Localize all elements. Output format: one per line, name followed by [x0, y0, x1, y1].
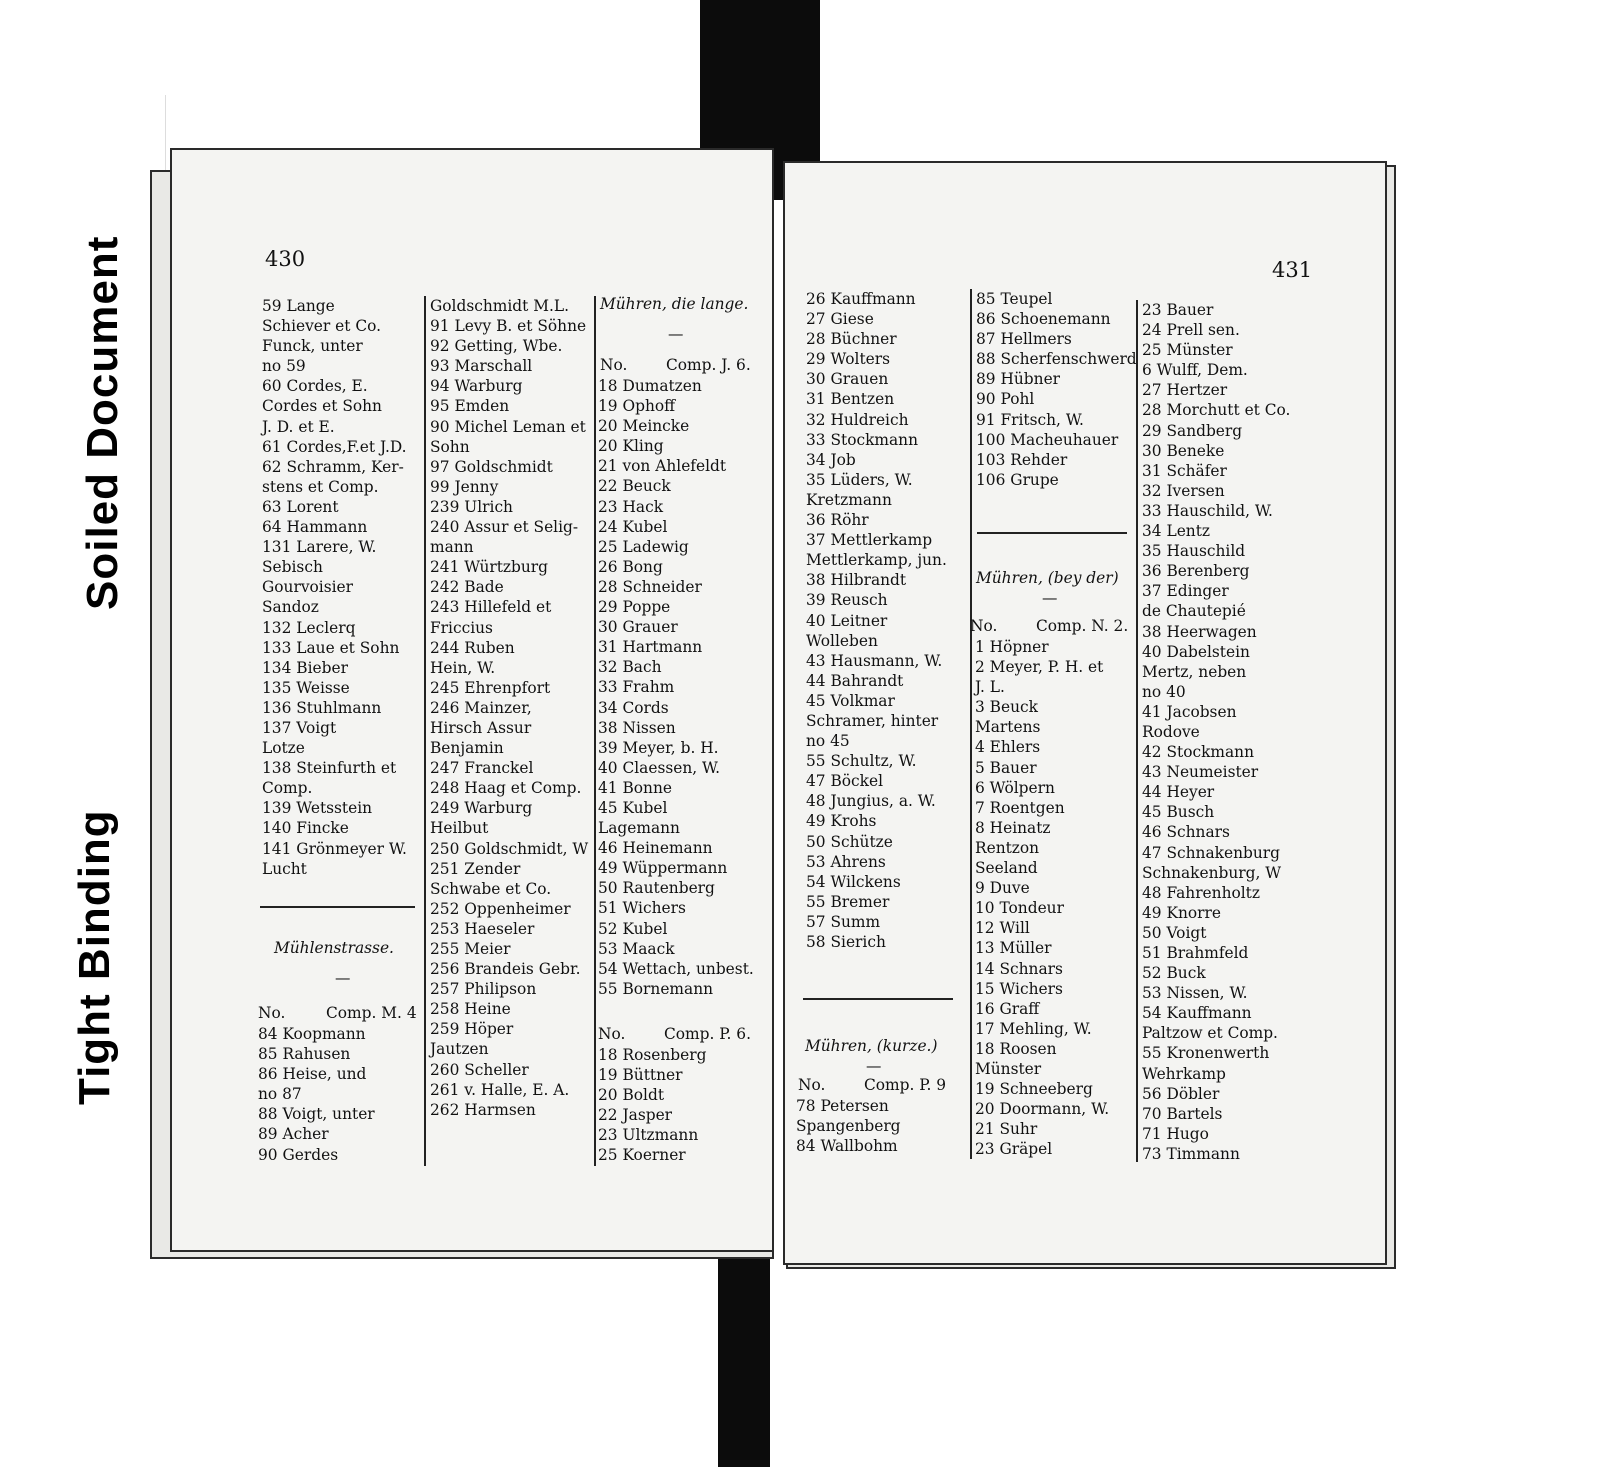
list-item: 43 Neumeister — [1142, 763, 1259, 782]
list-item: 49 Knorre — [1142, 903, 1221, 922]
list-item: 7 Roentgen — [975, 798, 1065, 817]
list-item: 54 Wettach, unbest. — [598, 959, 754, 978]
list-item: 63 Lorent — [262, 497, 339, 516]
list-item: 45 Busch — [1142, 803, 1215, 822]
list-item: Rentzon — [975, 838, 1040, 857]
list-item: 29 Poppe — [598, 598, 671, 617]
list-item: 39 Reusch — [806, 591, 888, 610]
muhlenstrasse-list — [258, 1024, 375, 1165]
list-item: 35 Hauschild — [1142, 542, 1246, 561]
muhren-lange-no-label: No. — [600, 356, 628, 374]
list-item: 258 Heine — [430, 1000, 511, 1019]
list-item: Goldschmidt M.L. — [430, 297, 569, 315]
list-item: no 40 — [1142, 682, 1186, 701]
list-item: 138 Steinfurth et — [262, 759, 397, 778]
list-item: J. D. et E. — [262, 417, 335, 436]
list-item: Hein, W. — [430, 658, 496, 677]
list-item: 61 Cordes,F.et J.D. — [262, 437, 407, 456]
list-item: 53 Maack — [598, 939, 675, 958]
list-item: 132 Leclerq — [262, 618, 356, 637]
list-item: 28 Schneider — [598, 577, 702, 596]
list-item: Schiever et Co. — [262, 317, 382, 336]
list-item: 134 Bieber — [262, 658, 348, 677]
list-item: 60 Cordes, E. — [262, 377, 368, 396]
list-item: 62 Schramm, Ker- — [262, 457, 404, 476]
muhren-kurze-dash: — — [866, 1057, 882, 1075]
list-item: 90 Pohl — [976, 390, 1035, 409]
right-column-2 — [976, 289, 1137, 490]
list-item: 30 Beneke — [1142, 441, 1225, 460]
soiled-document-stamp: Soiled Document — [78, 235, 127, 610]
list-item: 245 Ehrenpfort — [430, 678, 551, 697]
list-item: 21 von Ahlefeldt — [598, 457, 727, 476]
list-item: 53 Nissen, W. — [1142, 984, 1248, 1003]
right-divider-2 — [1136, 300, 1138, 1162]
muhren-kurze-list — [796, 1096, 901, 1156]
list-item: Kretzmann — [806, 490, 892, 509]
list-item: 21 Suhr — [975, 1120, 1038, 1139]
list-item: stens et Comp. — [262, 477, 379, 496]
list-item: Wehrkamp — [1142, 1064, 1226, 1083]
list-item: 255 Meier — [430, 940, 511, 958]
list-item: 37 Mettlerkamp — [806, 531, 933, 550]
list-item: 26 Kauffmann — [806, 290, 916, 308]
list-item: Lotze — [262, 739, 305, 758]
list-item: no 87 — [258, 1085, 302, 1104]
list-item: 50 Schütze — [806, 832, 893, 851]
left-column-2 — [430, 296, 588, 1120]
list-item: 6 Wölpern — [975, 778, 1055, 797]
muhren-lange-dash: — — [668, 325, 684, 343]
list-item: 52 Kubel — [598, 919, 668, 938]
list-item: 55 Bornemann — [598, 979, 714, 998]
list-item: 41 Bonne — [598, 778, 672, 797]
list-item: 20 Boldt — [598, 1086, 665, 1105]
list-item: 52 Buck — [1142, 964, 1206, 983]
list-item: 24 Prell sen. — [1142, 321, 1240, 340]
muhren-lange-list — [598, 376, 754, 999]
list-item: 40 Dabelstein — [1142, 642, 1250, 661]
list-item: 18 Roosen — [975, 1039, 1057, 1058]
list-item: 28 Büchner — [806, 330, 897, 349]
list-item: 57 Summ — [806, 912, 881, 931]
list-item: Benjamin — [430, 739, 504, 758]
list-item: 32 Huldreich — [806, 410, 909, 429]
list-item: 14 Schnars — [975, 959, 1063, 978]
list-item: 23 Bauer — [1142, 301, 1214, 319]
list-item: 22 Beuck — [598, 477, 671, 496]
list-item: 28 Morchutt et Co. — [1142, 401, 1291, 420]
list-item: 135 Weisse — [262, 678, 350, 697]
muhlenstrasse-no-label: No. — [258, 1004, 286, 1022]
list-item: 249 Warburg — [430, 799, 533, 818]
list-item: 103 Rehder — [976, 450, 1068, 469]
muhren-lange-list-2 — [598, 1045, 706, 1166]
list-item: 86 Schoenemann — [976, 310, 1111, 329]
list-item: 247 Franckel — [430, 759, 534, 778]
list-item: 30 Grauen — [806, 370, 889, 389]
muhlenstrasse-heading: Mühlenstrasse. — [274, 939, 394, 957]
list-item: 49 Wüppermann — [598, 859, 728, 878]
list-item: de Chautepié — [1142, 602, 1246, 621]
list-item: Schramer, hinter — [806, 711, 939, 730]
list-item: 44 Bahrandt — [806, 671, 904, 690]
list-item: J. L. — [975, 678, 1005, 697]
list-item: 10 Tondeur — [975, 899, 1064, 918]
list-item: 18 Rosenberg — [598, 1046, 707, 1064]
list-item: Sandoz — [262, 598, 319, 617]
list-item: 16 Graff — [975, 999, 1040, 1018]
list-item: 43 Hausmann, W. — [806, 651, 943, 670]
list-item: 90 Michel Leman et — [430, 417, 586, 436]
list-item: Friccius — [430, 618, 493, 637]
list-item: 257 Philipson — [430, 980, 537, 999]
list-item: 78 Petersen — [796, 1097, 889, 1115]
list-item: 241 Würtzburg — [430, 558, 548, 577]
list-item: no 45 — [806, 732, 850, 751]
right-column-1-rule — [803, 998, 953, 1000]
list-item: 17 Mehling, W. — [975, 1019, 1092, 1038]
list-item: 51 Brahmfeld — [1142, 944, 1249, 962]
list-item: 31 Hartmann — [598, 638, 703, 657]
list-item: 55 Bremer — [806, 892, 890, 911]
list-item: 141 Grönmeyer W. — [262, 839, 407, 858]
list-item: 248 Haag et Comp. — [430, 779, 582, 798]
list-item: 46 Schnars — [1142, 823, 1230, 842]
list-item: 4 Ehlers — [975, 738, 1041, 757]
list-item: 86 Heise, und — [258, 1065, 367, 1084]
right-page-number: 431 — [1272, 258, 1313, 282]
list-item: 84 Wallbohm — [796, 1137, 898, 1156]
list-item: Spangenberg — [796, 1117, 901, 1136]
list-item: 32 Iversen — [1142, 481, 1225, 500]
list-item: Schnakenburg, W — [1142, 863, 1282, 882]
list-item: 36 Berenberg — [1142, 562, 1250, 581]
list-item: 20 Meincke — [598, 417, 690, 436]
muhren-bey-list — [975, 637, 1109, 1159]
list-item: 15 Wichers — [975, 979, 1063, 998]
list-item: 30 Grauer — [598, 618, 678, 637]
list-item: 91 Levy B. et Söhne — [430, 317, 587, 336]
list-item: 133 Laue et Sohn — [262, 638, 400, 657]
muhren-bey-heading: Mühren, (bey der) — [976, 569, 1119, 587]
list-item: 8 Heinatz — [975, 818, 1051, 837]
list-item: Heilbut — [430, 819, 489, 838]
list-item: 54 Wilckens — [806, 872, 901, 891]
binding-spine-bottom — [718, 1250, 770, 1467]
left-divider-1 — [424, 296, 426, 1166]
list-item: 48 Jungius, a. W. — [806, 792, 936, 811]
list-item: 23 Ultzmann — [598, 1126, 699, 1145]
list-item: 88 Scherfenschwerd — [976, 350, 1137, 369]
list-item: Cordes et Sohn — [262, 397, 382, 416]
list-item: Mertz, neben — [1142, 662, 1247, 681]
list-item: 38 Heerwagen — [1142, 622, 1257, 641]
list-item: 94 Warburg — [430, 377, 523, 396]
list-item: 33 Hauschild, W. — [1142, 501, 1273, 520]
muhren-bey-comp-label: Comp. N. 2. — [1036, 617, 1129, 635]
list-item: 243 Hillefeld et — [430, 598, 552, 617]
list-item: 33 Frahm — [598, 678, 675, 697]
list-item: 23 Hack — [598, 497, 664, 516]
list-item: 20 Kling — [598, 437, 664, 456]
list-item: Mettlerkamp, jun. — [806, 551, 947, 570]
list-item: 58 Sierich — [806, 933, 886, 951]
muhren-lange-comp-label-2: Comp. P. 6. — [664, 1025, 751, 1043]
list-item: 262 Harmsen — [430, 1100, 536, 1119]
list-item: 27 Giese — [806, 310, 874, 329]
right-divider-1 — [970, 289, 972, 1159]
muhren-bey-no-label: No. — [970, 617, 998, 635]
muhlenstrasse-dash: — — [335, 969, 351, 987]
left-divider-2 — [594, 296, 596, 1166]
list-item: 140 Fincke — [262, 819, 349, 838]
list-item: 19 Ophoff — [598, 397, 676, 416]
list-item: 50 Rautenberg — [598, 879, 715, 898]
list-item: 53 Ahrens — [806, 852, 886, 871]
list-item: 29 Sandberg — [1142, 421, 1243, 440]
muhren-kurze-no-label: No. — [798, 1076, 826, 1094]
list-item: 44 Heyer — [1142, 783, 1215, 802]
list-item: 41 Jacobsen — [1142, 702, 1237, 721]
list-item: Münster — [975, 1059, 1042, 1078]
list-item: 9 Duve — [975, 879, 1030, 898]
list-item: Sohn — [430, 437, 470, 456]
list-item: 137 Voigt — [262, 718, 337, 737]
list-item: 97 Goldschmidt — [430, 457, 553, 476]
list-item: Martens — [975, 718, 1041, 737]
list-item: mann — [430, 538, 474, 557]
list-item: 90 Gerdes — [258, 1145, 339, 1164]
list-item: Jautzen — [430, 1040, 489, 1059]
list-item: 92 Getting, Wbe. — [430, 337, 563, 356]
list-item: 136 Stuhlmann — [262, 698, 382, 717]
list-item: 25 Münster — [1142, 341, 1233, 360]
list-item: 95 Emden — [430, 397, 510, 416]
list-item: 25 Ladewig — [598, 537, 689, 556]
list-item: 88 Voigt, unter — [258, 1105, 375, 1124]
list-item: 85 Teupel — [976, 290, 1053, 308]
list-item: 55 Kronenwerth — [1142, 1044, 1270, 1063]
list-item: 12 Will — [975, 919, 1030, 938]
muhren-kurze-heading: Mühren, (kurze.) — [805, 1037, 938, 1055]
right-column-3 — [1142, 300, 1290, 1164]
list-item: 100 Macheuhauer — [976, 430, 1119, 449]
list-item: 40 Claessen, W. — [598, 758, 721, 777]
list-item: 34 Job — [806, 450, 856, 469]
right-column-1 — [806, 289, 947, 952]
list-item: 31 Schäfer — [1142, 461, 1227, 480]
list-item: 38 Nissen — [598, 718, 676, 737]
list-item: 259 Höper — [430, 1020, 514, 1039]
list-item: 34 Cords — [598, 698, 669, 717]
list-item: 256 Brandeis Gebr. — [430, 960, 581, 979]
list-item: 71 Hugo — [1142, 1124, 1209, 1143]
list-item: 19 Schneeberg — [975, 1080, 1093, 1099]
list-item: 32 Bach — [598, 658, 662, 677]
list-item: 246 Mainzer, — [430, 698, 532, 717]
list-item: 40 Leitner — [806, 611, 888, 630]
list-item: 45 Kubel — [598, 798, 668, 817]
list-item: 35 Lüders, W. — [806, 470, 913, 489]
list-item: Rodove — [1142, 722, 1200, 741]
list-item: 239 Ulrich — [430, 497, 513, 516]
list-item: 55 Schultz, W. — [806, 752, 917, 771]
list-item: 51 Wichers — [598, 899, 686, 918]
list-item: 50 Voigt — [1142, 923, 1207, 942]
list-item: 64 Hammann — [262, 518, 368, 537]
list-item: 89 Hübner — [976, 370, 1061, 389]
list-item: 6 Wulff, Dem. — [1142, 361, 1248, 380]
list-item: 70 Bartels — [1142, 1104, 1223, 1123]
list-item: 253 Haeseler — [430, 919, 535, 938]
list-item: 250 Goldschmidt, W — [430, 839, 589, 858]
list-item: 34 Lentz — [1142, 522, 1211, 541]
list-item: 29 Wolters — [806, 350, 890, 369]
right-column-2-rule — [977, 532, 1127, 534]
list-item: 13 Müller — [975, 939, 1052, 958]
list-item: 49 Krohs — [806, 812, 877, 831]
list-item: 131 Larere, W. — [262, 538, 377, 557]
list-item: 47 Schnakenburg — [1142, 843, 1280, 862]
list-item: 2 Meyer, P. H. et — [975, 658, 1104, 677]
list-item: Schwabe et Co. — [430, 879, 552, 898]
list-item: 59 Lange — [262, 297, 335, 315]
list-item: 47 Böckel — [806, 772, 884, 791]
list-item: 56 Döbler — [1142, 1084, 1220, 1103]
muhlenstrasse-comp-label: Comp. M. 4 — [326, 1004, 417, 1022]
list-item: 89 Acher — [258, 1125, 329, 1144]
list-item: 3 Beuck — [975, 698, 1038, 717]
muhren-bey-dash: — — [1042, 589, 1058, 607]
list-item: 19 Büttner — [598, 1066, 683, 1085]
list-item: 36 Röhr — [806, 511, 869, 530]
list-item: 42 Stockmann — [1142, 743, 1255, 762]
left-page-number: 430 — [265, 247, 306, 271]
list-item: 20 Doormann, W. — [975, 1100, 1110, 1119]
list-item: 26 Bong — [598, 557, 663, 576]
list-item: Paltzow et Comp. — [1142, 1024, 1278, 1043]
list-item: 87 Hellmers — [976, 330, 1072, 349]
list-item: Seeland — [975, 859, 1038, 878]
list-item: 91 Fritsch, W. — [976, 410, 1084, 429]
list-item: Lucht — [262, 859, 307, 878]
list-item: 33 Stockmann — [806, 430, 919, 449]
list-item: 244 Ruben — [430, 638, 515, 657]
list-item: Gourvoisier — [262, 578, 353, 597]
list-item: 54 Kauffmann — [1142, 1004, 1252, 1023]
list-item: Hirsch Assur — [430, 718, 532, 737]
muhren-kurze-comp-label: Comp. P. 9 — [864, 1076, 947, 1094]
list-item: Lagemann — [598, 819, 680, 838]
list-item: 39 Meyer, b. H. — [598, 738, 719, 757]
list-item: Funck, unter — [262, 337, 363, 356]
left-column-1-rule — [260, 906, 415, 908]
list-item: Comp. — [262, 779, 313, 798]
list-item: 31 Bentzen — [806, 390, 895, 409]
list-item: 84 Koopmann — [258, 1025, 366, 1043]
list-item: 24 Kubel — [598, 517, 668, 536]
list-item: 27 Hertzer — [1142, 381, 1228, 400]
list-item: 139 Wetsstein — [262, 799, 373, 818]
left-column-1 — [262, 296, 407, 879]
list-item: 93 Marschall — [430, 357, 533, 376]
muhren-lange-no-label-2: No. — [598, 1025, 626, 1043]
list-item: 48 Fahrenholtz — [1142, 883, 1260, 902]
list-item: 73 Timmann — [1142, 1144, 1240, 1163]
list-item: 22 Jasper — [598, 1106, 673, 1125]
list-item: 37 Edinger — [1142, 582, 1229, 601]
tight-binding-stamp: Tight Binding — [70, 809, 119, 1105]
list-item: 242 Bade — [430, 578, 504, 597]
list-item: 252 Oppenheimer — [430, 899, 571, 918]
muhren-lange-comp-label: Comp. J. 6. — [666, 356, 751, 374]
list-item: 5 Bauer — [975, 758, 1037, 777]
list-item: 25 Koerner — [598, 1146, 686, 1165]
list-item: 45 Volkmar — [806, 691, 895, 710]
list-item: 38 Hilbrandt — [806, 571, 907, 590]
list-item: 23 Gräpel — [975, 1140, 1053, 1159]
list-item: 85 Rahusen — [258, 1045, 351, 1064]
list-item: 46 Heinemann — [598, 839, 713, 858]
list-item: Wolleben — [806, 631, 878, 650]
list-item: 240 Assur et Selig- — [430, 518, 579, 537]
list-item: 18 Dumatzen — [598, 377, 702, 395]
list-item: 106 Grupe — [976, 470, 1059, 489]
list-item: 99 Jenny — [430, 477, 499, 496]
list-item: 251 Zender — [430, 859, 521, 878]
list-item: 261 v. Halle, E. A. — [430, 1080, 570, 1099]
list-item: 260 Scheller — [430, 1060, 529, 1079]
list-item: no 59 — [262, 357, 306, 376]
list-item: 1 Höpner — [975, 638, 1049, 656]
muhren-lange-heading: Mühren, die lange. — [600, 295, 749, 313]
list-item: Sebisch — [262, 558, 323, 577]
